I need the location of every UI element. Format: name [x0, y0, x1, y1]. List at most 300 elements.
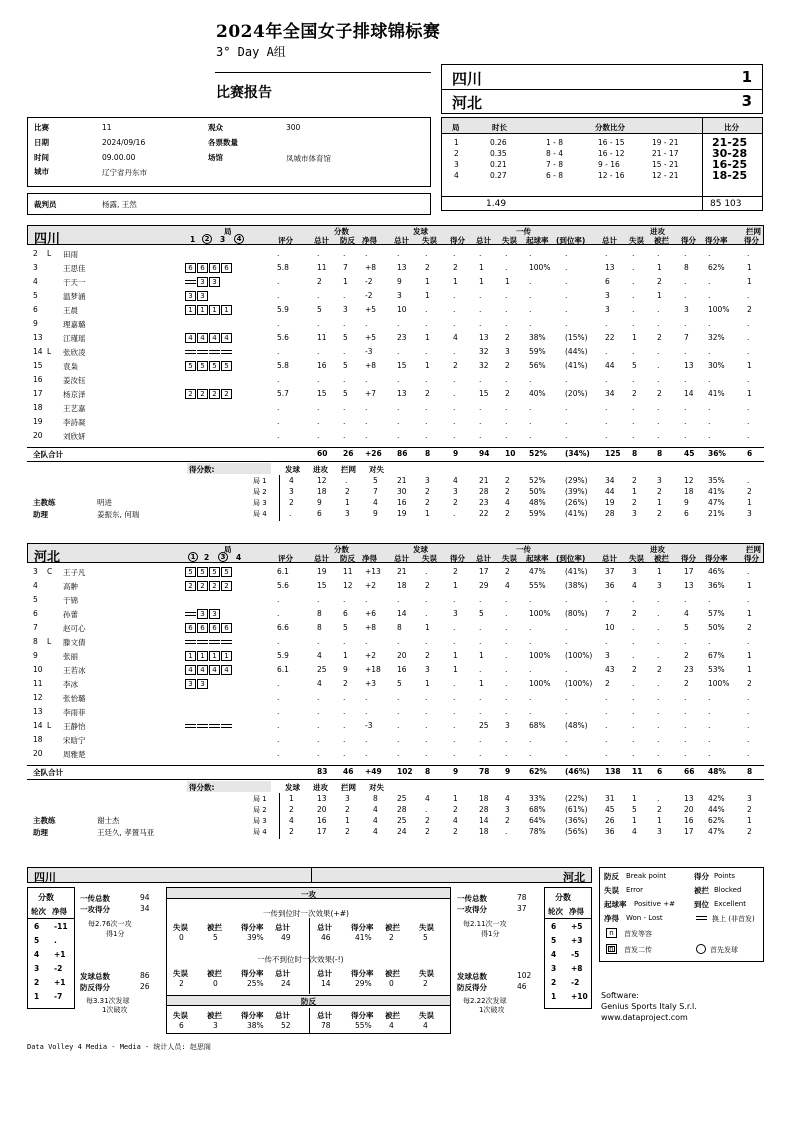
stat-r-err: .: [505, 651, 508, 660]
rotation-box: 1: [209, 305, 220, 315]
rotation-box: 6: [209, 263, 220, 273]
stat-a-blo: 1: [657, 567, 662, 576]
set-att-0: 28: [605, 509, 615, 518]
player-number: 14: [33, 347, 43, 356]
setpoints-value: 2: [289, 498, 294, 507]
stat-a-err: .: [632, 277, 635, 286]
stat-a-pts: .: [684, 721, 687, 730]
stat-r-exc: (41%): [565, 567, 588, 576]
stat-r-exc: (20%): [565, 389, 588, 398]
away-sideout: 37: [517, 904, 527, 913]
stat-s-err: .: [425, 721, 428, 730]
stat-s-pts: 2: [453, 361, 458, 370]
stat-tot: 16: [317, 361, 327, 370]
stat-rating: .: [277, 637, 280, 646]
center-col-header: 得分率: [351, 923, 374, 932]
home-rotation-box: [27, 887, 75, 1009]
stat-a-tot: .: [605, 417, 608, 426]
stat-rating: .: [277, 277, 280, 286]
set-att-4: 35%: [708, 476, 725, 485]
stat-a-blo: .: [657, 319, 660, 328]
stat-a-tot: 2: [605, 679, 610, 688]
player-row: [27, 665, 764, 679]
stat-b-pts: .: [747, 347, 750, 356]
stat-a-pct: .: [708, 417, 711, 426]
setpoints-label: 得分数:: [189, 783, 215, 792]
set-serve-2: 2: [453, 827, 458, 836]
stat-rating: .: [277, 595, 280, 604]
set-duration: 0.21: [490, 160, 507, 169]
stat-a-blo: .: [657, 361, 660, 370]
total-s-err: 8: [425, 449, 431, 458]
setpoints-value: 17: [317, 827, 327, 836]
stat-r-exc: .: [565, 665, 568, 674]
team-total-label: 全队合计: [33, 450, 63, 459]
stat-r-err: .: [505, 665, 508, 674]
stat-b-pts: 1: [747, 581, 752, 590]
stat-r-exc: (41%): [565, 361, 588, 370]
total-a-blo: 8: [657, 449, 663, 458]
rotation-box: 4: [197, 665, 208, 675]
total-b-pts: 6: [747, 449, 753, 458]
total-tot: 60: [317, 449, 328, 458]
set-rec-3: (26%): [565, 498, 588, 507]
rotation-number: 5: [551, 936, 557, 945]
stat-r-exc: .: [565, 735, 568, 744]
legend-err-val: Error: [626, 886, 644, 894]
stat-tot: 15: [317, 389, 327, 398]
set-rec-3: (36%): [565, 816, 588, 825]
rotation-number: 2: [551, 978, 557, 987]
bench-marker-icon: [197, 350, 208, 354]
stat-r-pos: 56%: [529, 361, 546, 370]
software-url: www.dataproject.com: [601, 1013, 688, 1022]
stat-r-pos: 40%: [529, 389, 546, 398]
player-row: [27, 389, 764, 403]
set-serve-1: 2: [425, 827, 430, 836]
away-bp-label: 防反得分: [457, 983, 487, 992]
stat-a-blo: .: [657, 249, 660, 258]
stat-wl: +5: [365, 333, 377, 342]
legend-blo-val: Blocked: [714, 886, 742, 894]
stat-a-pts: .: [684, 249, 687, 258]
stat-a-err: .: [632, 679, 635, 688]
stat-a-tot: .: [605, 319, 608, 328]
stat-bp: 5: [343, 623, 348, 632]
stat-a-pts: .: [684, 637, 687, 646]
center-value: 3: [213, 1021, 218, 1030]
set-att-1: 3: [632, 509, 637, 518]
set-att-1: 4: [632, 827, 637, 836]
stat-r-tot: 1: [479, 679, 484, 688]
set-rec-3: (61%): [565, 805, 588, 814]
total-tot: 83: [317, 767, 328, 776]
player-rotation-boxes: [185, 347, 233, 356]
legend-bp-val: Break point: [626, 872, 667, 880]
player-rotation-boxes: [185, 361, 233, 371]
player-number: 13: [33, 333, 43, 342]
city-value: 辽宁省丹东市: [102, 168, 147, 177]
center-col-header: 总计: [275, 969, 290, 978]
stat-r-pos: .: [529, 249, 532, 258]
stat-r-err: .: [505, 707, 508, 716]
stat-s-pts: .: [453, 595, 456, 604]
stat-tot: .: [317, 707, 320, 716]
stat-tot: .: [317, 375, 320, 384]
player-row: [27, 721, 764, 735]
stat-a-tot: 3: [605, 291, 610, 300]
stat-wl: -3: [365, 721, 373, 730]
home-rec-total: 94: [140, 893, 150, 902]
stat-bp: 11: [343, 567, 353, 576]
stat-a-blo: 2: [657, 333, 662, 342]
center-value: 6: [179, 1021, 184, 1030]
stat-a-pts: .: [684, 347, 687, 356]
stat-b-pts: 1: [747, 263, 752, 272]
rotation-box: 5: [209, 361, 220, 371]
team-total-label: 全队合计: [33, 768, 63, 777]
stat-wl: .: [365, 749, 368, 758]
player-name: 张怡璐: [63, 694, 86, 703]
stat-b-pts: 2: [747, 623, 752, 632]
stat-bp: .: [343, 417, 346, 426]
stat-a-blo: .: [657, 679, 660, 688]
center-value: 55%: [355, 1021, 372, 1030]
divider: [27, 765, 764, 766]
setpoints-value: 9: [317, 498, 322, 507]
bench-marker-icon: [221, 350, 232, 354]
stat-b-pts: 1: [747, 389, 752, 398]
setpoints-value: 4: [373, 827, 378, 836]
stat-s-tot: .: [397, 417, 400, 426]
set-partial-16: 16 - 12: [598, 149, 625, 158]
away-sets-won: 3: [741, 92, 752, 110]
stat-b-pts: .: [747, 749, 750, 758]
col-serve-pts: 得分: [450, 554, 465, 563]
player-number: 14: [33, 721, 43, 730]
stat-r-tot: 1: [479, 651, 484, 660]
total-a-pct: 36%: [708, 449, 726, 458]
bench-marker-icon: [197, 724, 208, 728]
stat-r-exc: .: [565, 623, 568, 632]
stat-r-err: .: [505, 305, 508, 314]
stat-rating: 5.7: [277, 389, 289, 398]
stat-r-err: 3: [505, 347, 510, 356]
stat-a-tot: 44: [605, 361, 615, 370]
col-reception: 一传: [516, 545, 531, 554]
player-rotation-boxes: [185, 581, 233, 591]
set-score: 18-25: [712, 169, 748, 182]
coach-name: 谢士杰: [97, 816, 120, 825]
stat-a-pts: 5: [684, 623, 689, 632]
set-score: 16-25: [712, 158, 748, 171]
venue-value: 凤城市体育馆: [286, 154, 331, 163]
stat-rating: 5.8: [277, 263, 289, 272]
legend-setter: 首发二传: [624, 946, 652, 954]
set-att-2: 1: [657, 816, 662, 825]
away-team-stats: [27, 543, 764, 853]
player-role: C: [47, 567, 53, 576]
stat-a-pts: .: [684, 375, 687, 384]
center-col-header: 失误: [419, 923, 434, 932]
stat-s-pts: .: [453, 319, 456, 328]
home-rot-title: 分数: [38, 893, 54, 902]
stat-bp: 12: [343, 581, 353, 590]
col-att-total: 总计: [602, 236, 617, 245]
stat-r-err: 3: [505, 721, 510, 730]
stat-rating: .: [277, 749, 280, 758]
col-rec-pos: 起球率: [526, 554, 549, 563]
stat-a-tot: .: [605, 693, 608, 702]
setpoints-value: 20: [317, 805, 327, 814]
setpoints-row-label: 局 1: [253, 477, 267, 485]
player-number: 10: [33, 665, 43, 674]
set-att-1: 2: [632, 498, 637, 507]
center-col-header: 得分率: [241, 1011, 264, 1020]
stat-r-tot: 29: [479, 581, 489, 590]
stat-tot: .: [317, 431, 320, 440]
stat-tot: 11: [317, 263, 327, 272]
stat-s-err: .: [425, 375, 428, 384]
stat-r-exc: .: [565, 263, 568, 272]
rotation-box: 6: [209, 623, 220, 633]
col-bp: 防反: [340, 236, 355, 245]
software-name: Genius Sports Italy S.r.l.: [601, 1002, 697, 1011]
fee-label: 各票数量: [208, 138, 238, 147]
stat-a-pts: 23: [684, 665, 694, 674]
center-col-header: 得分率: [351, 1011, 374, 1020]
setpoints-value: 16: [317, 816, 327, 825]
stat-a-blo: .: [657, 347, 660, 356]
set-serve-2: 4: [453, 816, 458, 825]
stat-a-pct: 32%: [708, 333, 725, 342]
stat-r-err: .: [505, 609, 508, 618]
set-partial-16: 12 - 16: [598, 171, 625, 180]
col-points: 分数: [334, 545, 349, 554]
player-name: 宋晗宁: [63, 736, 86, 745]
stat-a-pts: .: [684, 693, 687, 702]
set-serve-0: 19: [397, 509, 407, 518]
rotation-box: 6: [221, 263, 232, 273]
report-title: 比赛报告: [216, 85, 272, 101]
match-value: 11: [102, 123, 112, 132]
setpoints-value: 18: [317, 487, 327, 496]
center-value: 2: [179, 979, 184, 988]
stat-a-err: .: [632, 721, 635, 730]
set-rec-3: (29%): [565, 476, 588, 485]
stat-rating: .: [277, 707, 280, 716]
setpoints-value: 1: [345, 816, 350, 825]
center-col-header: 失误: [173, 923, 188, 932]
set-att-4: 44%: [708, 805, 725, 814]
rotation-number: 2: [34, 978, 40, 987]
stat-r-pos: 68%: [529, 721, 546, 730]
stat-s-pts: .: [453, 375, 456, 384]
stat-s-pts: 1: [453, 665, 458, 674]
setpoints-value: .: [289, 509, 292, 518]
player-name: 周雅楚: [63, 750, 86, 759]
col-att-err: 失误: [629, 554, 644, 563]
player-rotation-boxes: [185, 721, 233, 730]
stat-a-blo: .: [657, 431, 660, 440]
set-att-0: 44: [605, 487, 615, 496]
stat-a-err: .: [632, 623, 635, 632]
set-att-0: 26: [605, 816, 615, 825]
stat-wl: +6: [365, 609, 377, 618]
rotation-box: 4: [209, 333, 220, 343]
stat-bp: 1: [343, 651, 348, 660]
set-rec-1: 2: [505, 476, 510, 485]
stat-r-exc: (48%): [565, 721, 588, 730]
col-att-pct: 得分率: [705, 236, 728, 245]
player-number: 18: [33, 735, 43, 744]
stat-s-err: .: [425, 707, 428, 716]
sets-total-row: [441, 196, 763, 211]
setpoints-value: 4: [289, 476, 294, 485]
stat-s-pts: 4: [453, 333, 458, 342]
player-rotation-boxes: [185, 665, 233, 675]
stat-b-pts: .: [747, 567, 750, 576]
stat-tot: .: [317, 721, 320, 730]
stat-a-blo: .: [657, 595, 660, 604]
stat-r-err: .: [505, 249, 508, 258]
stat-s-err: .: [425, 249, 428, 258]
stat-wl: -2: [365, 277, 373, 286]
col-set: 局: [224, 545, 232, 554]
team-header: [27, 225, 764, 245]
stat-tot: 8: [317, 609, 322, 618]
stat-rating: .: [277, 375, 280, 384]
summary-home-name: 四川: [34, 871, 56, 884]
col-rec-pos: 起球率: [526, 236, 549, 245]
rotation-net: -2: [571, 978, 580, 987]
set-rec-2: 68%: [529, 805, 546, 814]
set-partial-8: 6 - 8: [546, 171, 564, 180]
stat-a-tot: .: [605, 347, 608, 356]
col-rec-total: 总计: [476, 554, 491, 563]
away-rec-total-label: 一传总数: [457, 894, 487, 903]
stat-a-blo: .: [657, 609, 660, 618]
player-rotation-boxes: [185, 567, 233, 577]
set-att-2: 3: [657, 827, 662, 836]
stat-s-tot: .: [397, 347, 400, 356]
spectators-value: 300: [286, 123, 301, 132]
stat-s-err: .: [425, 595, 428, 604]
stat-s-pts: .: [453, 693, 456, 702]
setpoints-row-label: 局 1: [253, 795, 267, 803]
stat-s-err: 1: [425, 623, 430, 632]
set-rec-2: 78%: [529, 827, 546, 836]
rotation-box: 3: [197, 291, 208, 301]
setpoints-value: 3: [289, 487, 294, 496]
stat-bp: .: [343, 749, 346, 758]
player-name: 孙蕾: [63, 610, 78, 619]
stat-r-tot: .: [479, 319, 482, 328]
set-att-4: 21%: [708, 509, 725, 518]
player-row: [27, 263, 764, 277]
stat-s-err: 1: [425, 679, 430, 688]
col-att-pts: 得分: [681, 554, 696, 563]
center-col-header: 被拦: [385, 1011, 400, 1020]
player-row: [27, 277, 764, 291]
stat-a-blo: .: [657, 305, 660, 314]
stat-a-pct: .: [708, 431, 711, 440]
rotation-net: +3: [571, 936, 583, 945]
col-set-1: 1: [190, 235, 196, 244]
total-r-pos: 62%: [529, 767, 547, 776]
center-value: 52: [281, 1021, 291, 1030]
set-serve-0: 28: [397, 805, 407, 814]
total-r-err: 9: [505, 767, 511, 776]
col-attack: 进攻: [650, 545, 665, 554]
set-rec-1: 3: [505, 805, 510, 814]
rotation-number: 6: [551, 922, 557, 931]
stat-r-exc: .: [565, 403, 568, 412]
player-number: 20: [33, 749, 43, 758]
col-block: 拦网: [746, 227, 761, 236]
stat-b-pts: .: [747, 637, 750, 646]
bench-marker-icon: [185, 350, 196, 354]
bench-marker-icon: [185, 724, 196, 728]
rotation-box: 1: [209, 651, 220, 661]
set-partial-16: 9 - 16: [598, 160, 620, 169]
set-rec-3: (22%): [565, 794, 588, 803]
stat-a-pct: 41%: [708, 389, 725, 398]
stat-a-blo: .: [657, 417, 660, 426]
setpoints-header: 对失: [369, 783, 384, 792]
stat-a-tot: .: [605, 595, 608, 604]
rotation-net: -7: [54, 992, 63, 1001]
stat-rating: .: [277, 721, 280, 730]
setpoints-row-label: 局 2: [253, 488, 267, 496]
rotation-box: 3: [185, 679, 196, 689]
set-rec-0: 14: [479, 816, 489, 825]
stat-s-pts: 2: [453, 263, 458, 272]
stat-r-pos: .: [529, 707, 532, 716]
stat-bp: .: [343, 291, 346, 300]
stat-r-tot: .: [479, 693, 482, 702]
stat-a-err: .: [632, 693, 635, 702]
set-att-5: 1: [747, 498, 752, 507]
bench-marker-icon: [209, 724, 220, 728]
stat-s-err: .: [425, 347, 428, 356]
stat-s-err: 1: [425, 361, 430, 370]
set-partial-21: 21 - 17: [652, 149, 679, 158]
stat-a-tot: 43: [605, 665, 615, 674]
stat-rating: 6.6: [277, 623, 289, 632]
set-number: 1: [454, 138, 459, 147]
stat-a-blo: 2: [657, 665, 662, 674]
sets-header-duration: 时长: [492, 123, 507, 132]
col-serve: 发球: [413, 227, 428, 236]
stat-s-err: 2: [425, 581, 430, 590]
center-value: 41%: [355, 933, 372, 942]
stat-a-tot: 34: [605, 389, 615, 398]
stat-a-err: 1: [632, 333, 637, 342]
set-duration: 0.27: [490, 171, 507, 180]
stat-a-err: .: [632, 375, 635, 384]
rotation-box: 5: [197, 567, 208, 577]
rotation-number: 4: [34, 950, 40, 959]
player-name: 王艺嘉: [63, 404, 86, 413]
rotation-number: 3: [551, 964, 557, 973]
stat-s-tot: .: [397, 431, 400, 440]
stat-r-pos: 38%: [529, 333, 546, 342]
stat-r-pos: .: [529, 291, 532, 300]
home-rec-total-label: 一传总数: [80, 894, 110, 903]
stat-r-tot: 17: [479, 567, 489, 576]
stat-r-tot: 5: [479, 609, 484, 618]
